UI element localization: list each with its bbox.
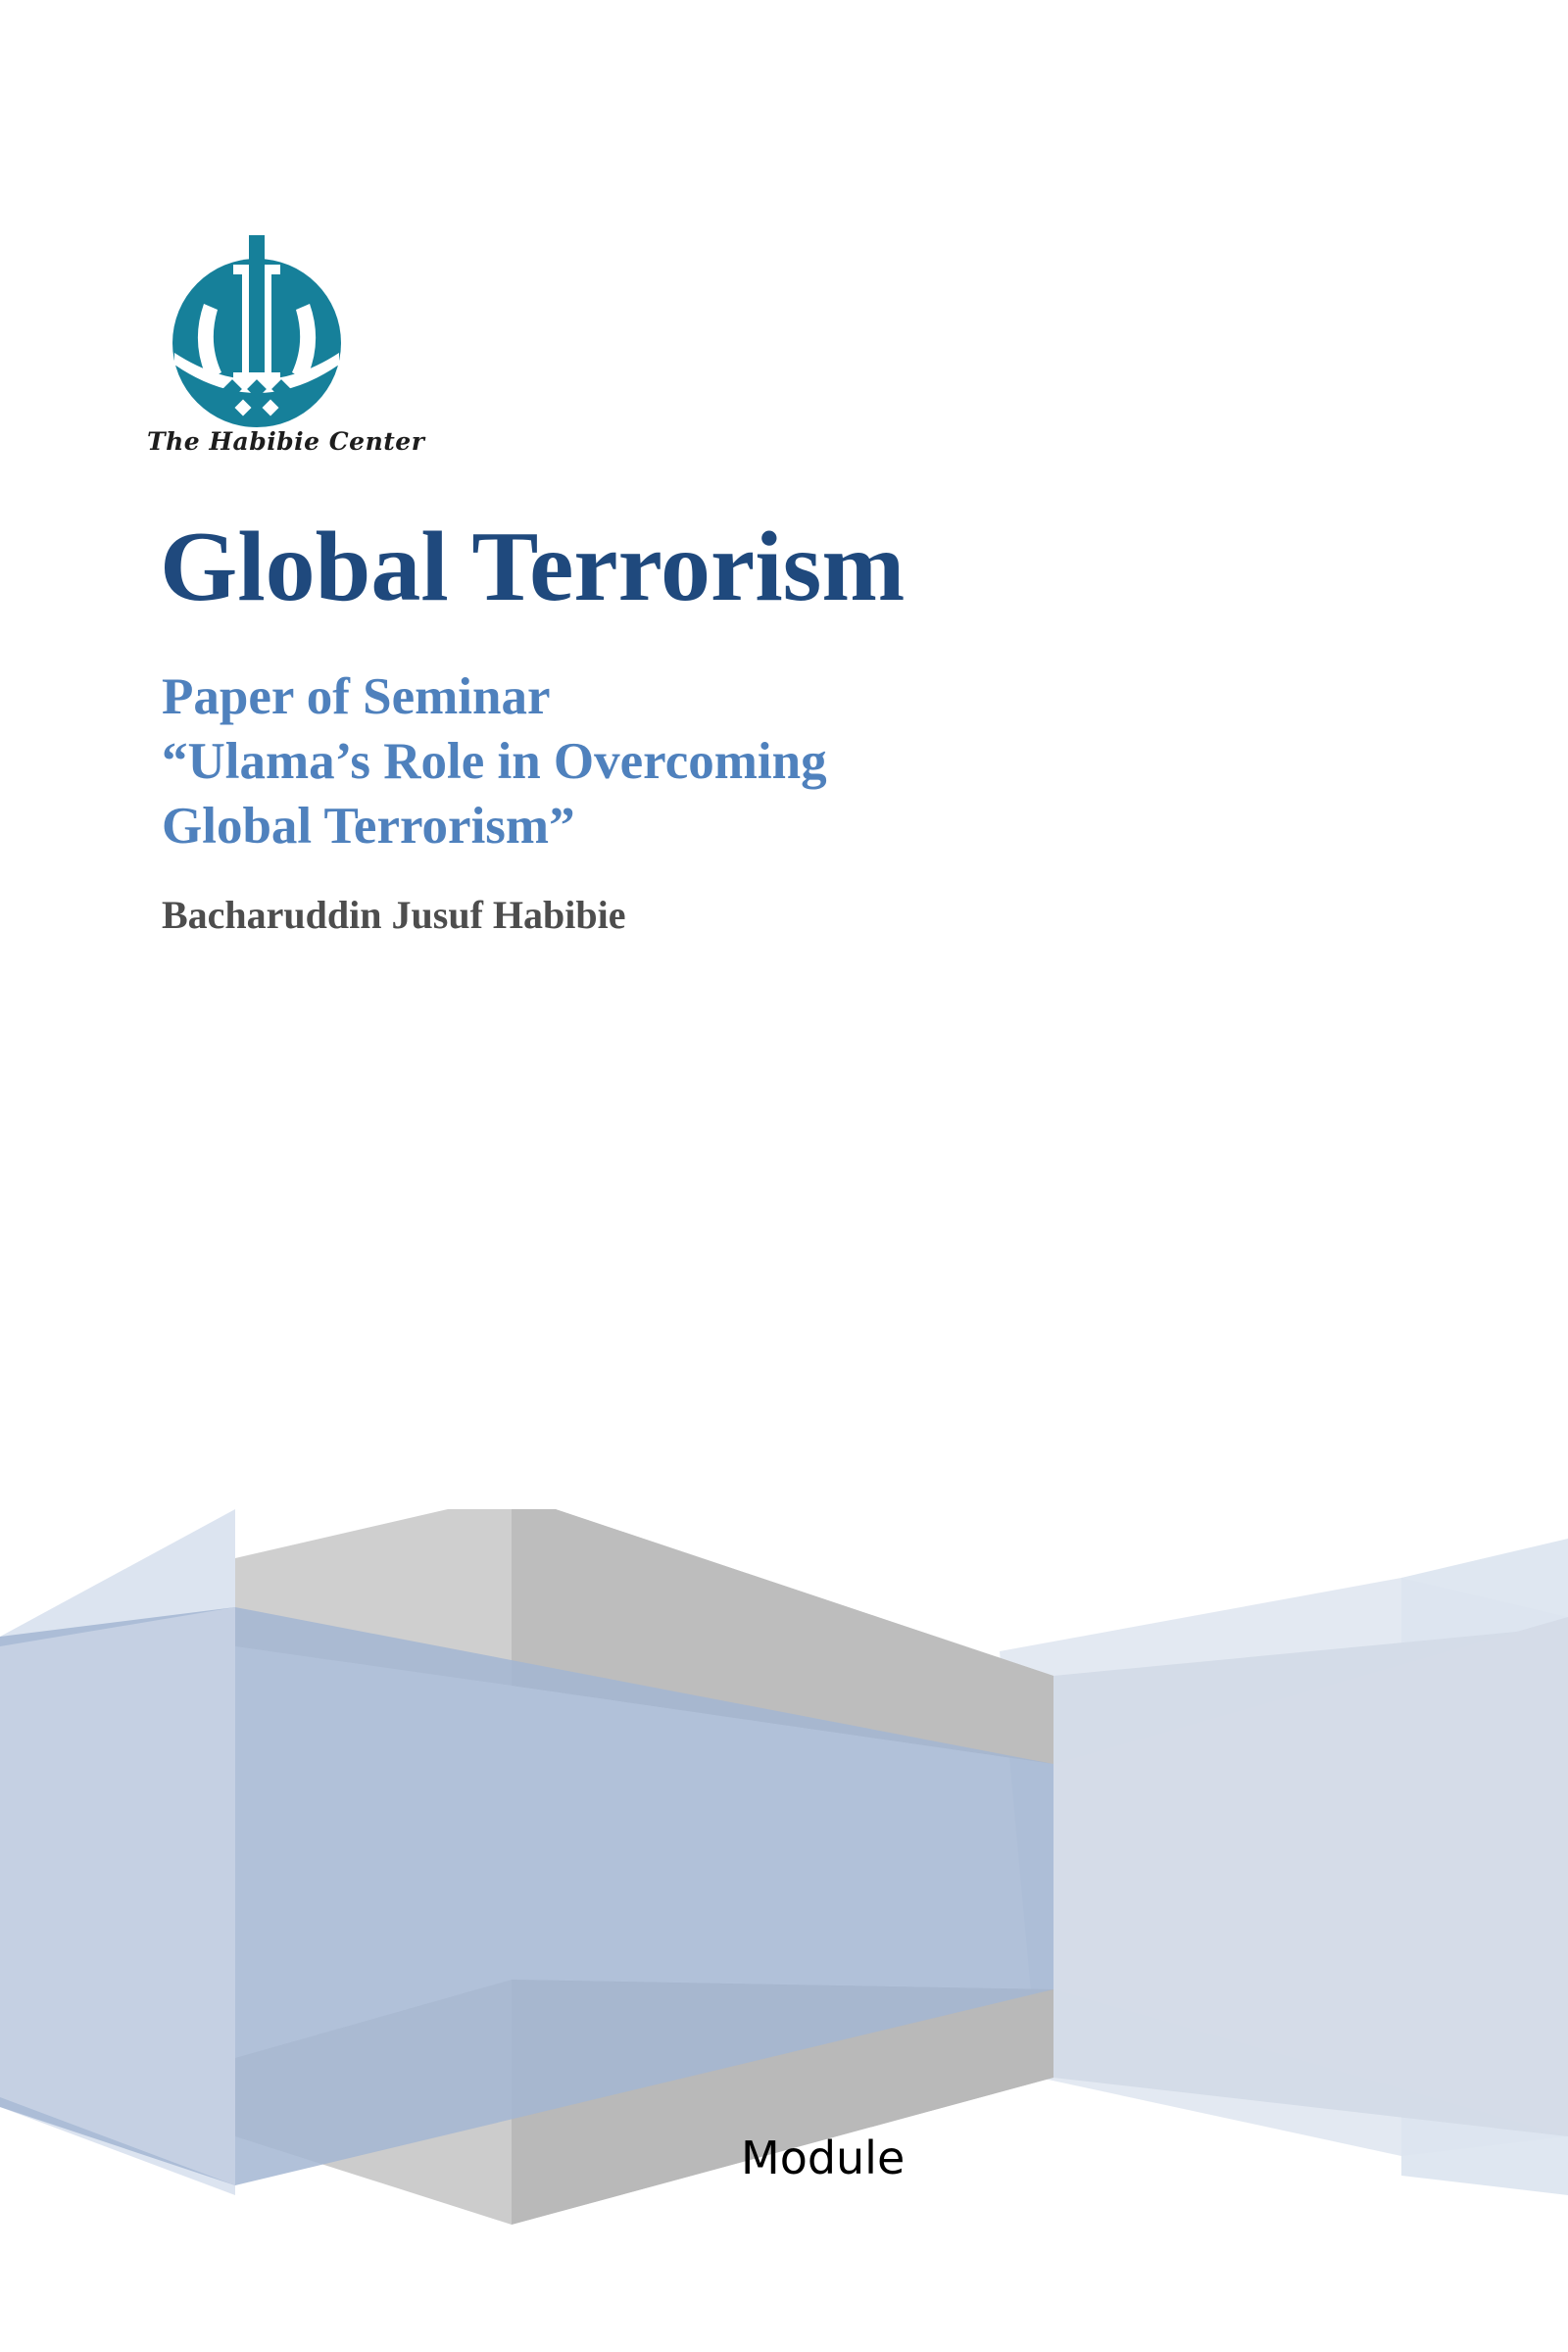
logo-caption: The Habibie Center	[147, 427, 425, 456]
decor-shape-left-pale	[0, 1607, 235, 2185]
subtitle-line-1: Paper of Seminar	[162, 668, 551, 725]
author-name: Bacharuddin Jusuf Habibie	[162, 893, 626, 937]
subtitle-line-2: “Ulama’s Role in Overcoming	[162, 733, 827, 790]
module-label: Module	[741, 2132, 906, 2184]
subtitle-line-3: Global Terrorism”	[162, 798, 575, 855]
habibie-center-logo	[147, 235, 425, 470]
habibie-center-logo-icon	[147, 235, 372, 431]
document-subtitle	[162, 664, 827, 858]
document-title: Global Terrorism	[160, 512, 906, 622]
decorative-prism-graphic	[0, 1509, 1568, 2234]
